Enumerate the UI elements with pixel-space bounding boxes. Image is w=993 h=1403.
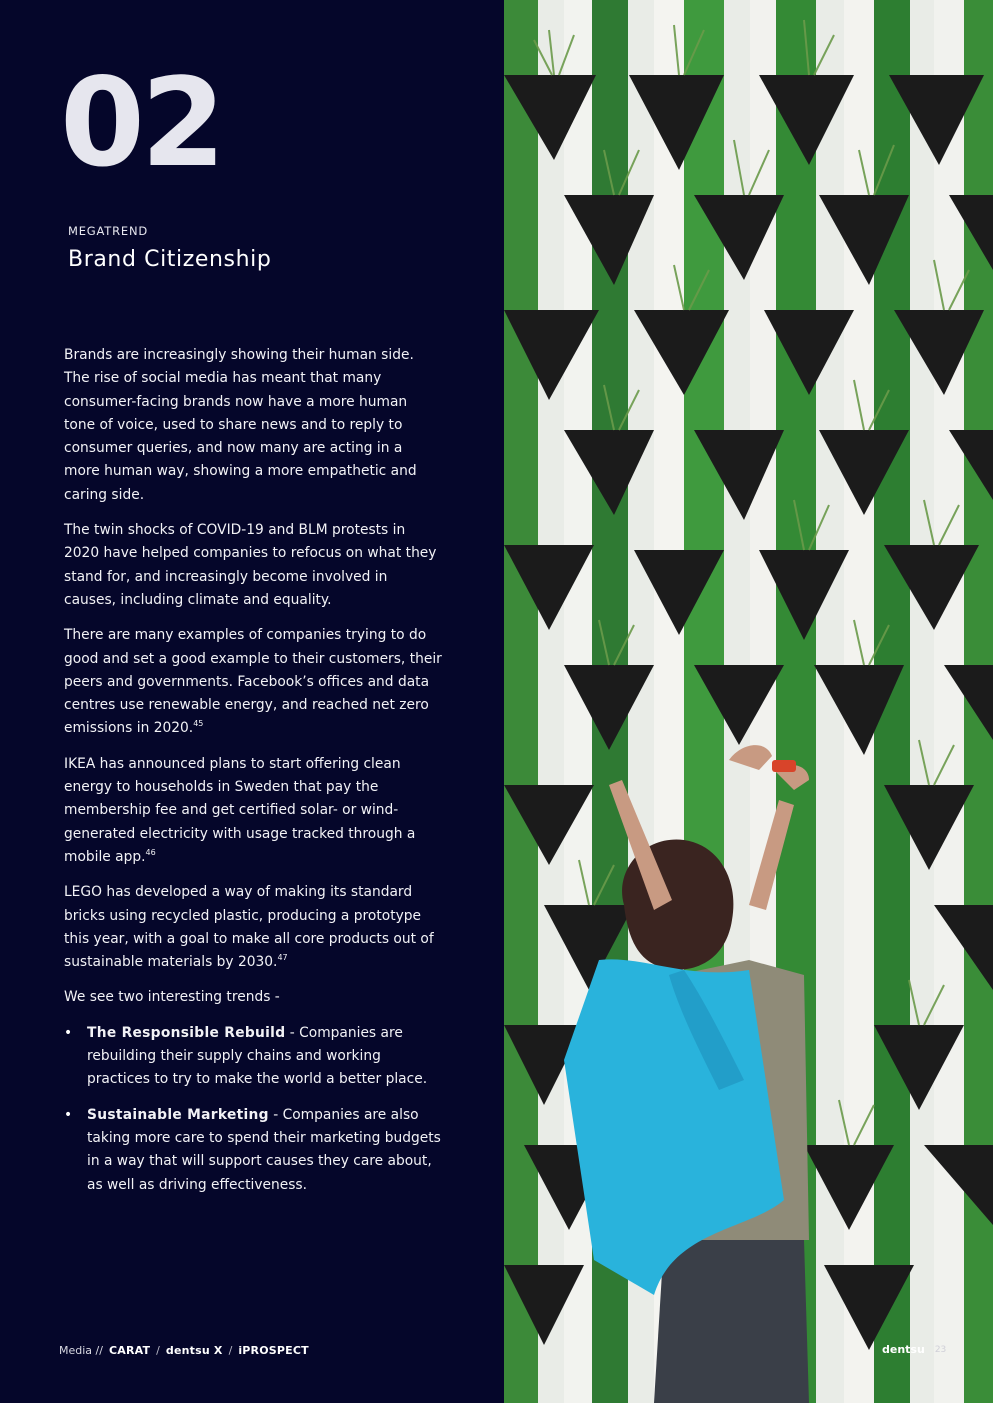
footnote-ref: 47	[277, 953, 288, 963]
vertical-garden-photo	[504, 0, 993, 1403]
paragraph-6: We see two interesting trends -	[64, 989, 280, 1006]
megatrend-label: MEGATREND	[68, 224, 149, 238]
list-item: • Sustainable Marketing - Companies are also taking more care to spend their marketing budgets in a way that will support causes they care about, as well as driving effectiveness.	[64, 1104, 442, 1197]
footnote-ref: 46	[145, 847, 156, 857]
paragraph-3: There are many examples of companies trying to do good and set a good example to their customers, their peers and governments. Facebook’s offices and data centres use renewable energy, and reached net zero emissions in 2020.45	[64, 627, 442, 737]
separator: /	[156, 1343, 160, 1357]
separator: /	[228, 1343, 233, 1357]
garden-illustration	[504, 0, 993, 1403]
page-number: 23	[934, 1344, 947, 1355]
paragraph-1: Brands are increasingly showing their human side. The rise of social media has meant that many consumer-facing brands now have a more human tone of voice, used to share news and to reply to consumer queries, and now many are acting in a more human way, showing a more empathetic and caring side.	[64, 347, 417, 503]
trend-list	[64, 1022, 442, 1197]
iprospect-logo: iPROSPECT	[238, 1343, 309, 1357]
carat-logo: CARAT	[108, 1343, 151, 1357]
paragraph-4: IKEA has announced plans to start offering clean energy to households in Sweden that pay the membership fee and get certified solar- or wind-generated electricity with usage tracked through a mobile app.$^{46}$	[64, 755, 416, 865]
section-title: Brand Citizenship	[68, 247, 272, 272]
section-number: 02	[60, 52, 222, 194]
footer-right	[882, 1343, 946, 1356]
media-label: Media //	[59, 1343, 103, 1357]
footnote-ref: 45	[193, 719, 204, 729]
dentsu-logo: dentsu	[882, 1343, 925, 1356]
footer-brands	[59, 1342, 309, 1358]
list-item: • The Responsible Rebuild - Companies are rebuilding their supply chains and working practices to try to make the world a better place.	[64, 1022, 442, 1092]
paragraph-2: The twin shocks of COVID-19 and BLM protests in 2020 have helped companies to refocus on what they stand for, and increasingly become involved in causes, including climate and equality.	[64, 522, 437, 608]
dentsu-x-logo: dentsu X	[165, 1343, 223, 1357]
paragraph-5: LEGO has developed a way of making its standard bricks using recycled plastic, producing a prototype this year, with a goal to make all core products out of sustainable materials by 2030.47	[64, 884, 434, 971]
body-text	[64, 344, 442, 1209]
